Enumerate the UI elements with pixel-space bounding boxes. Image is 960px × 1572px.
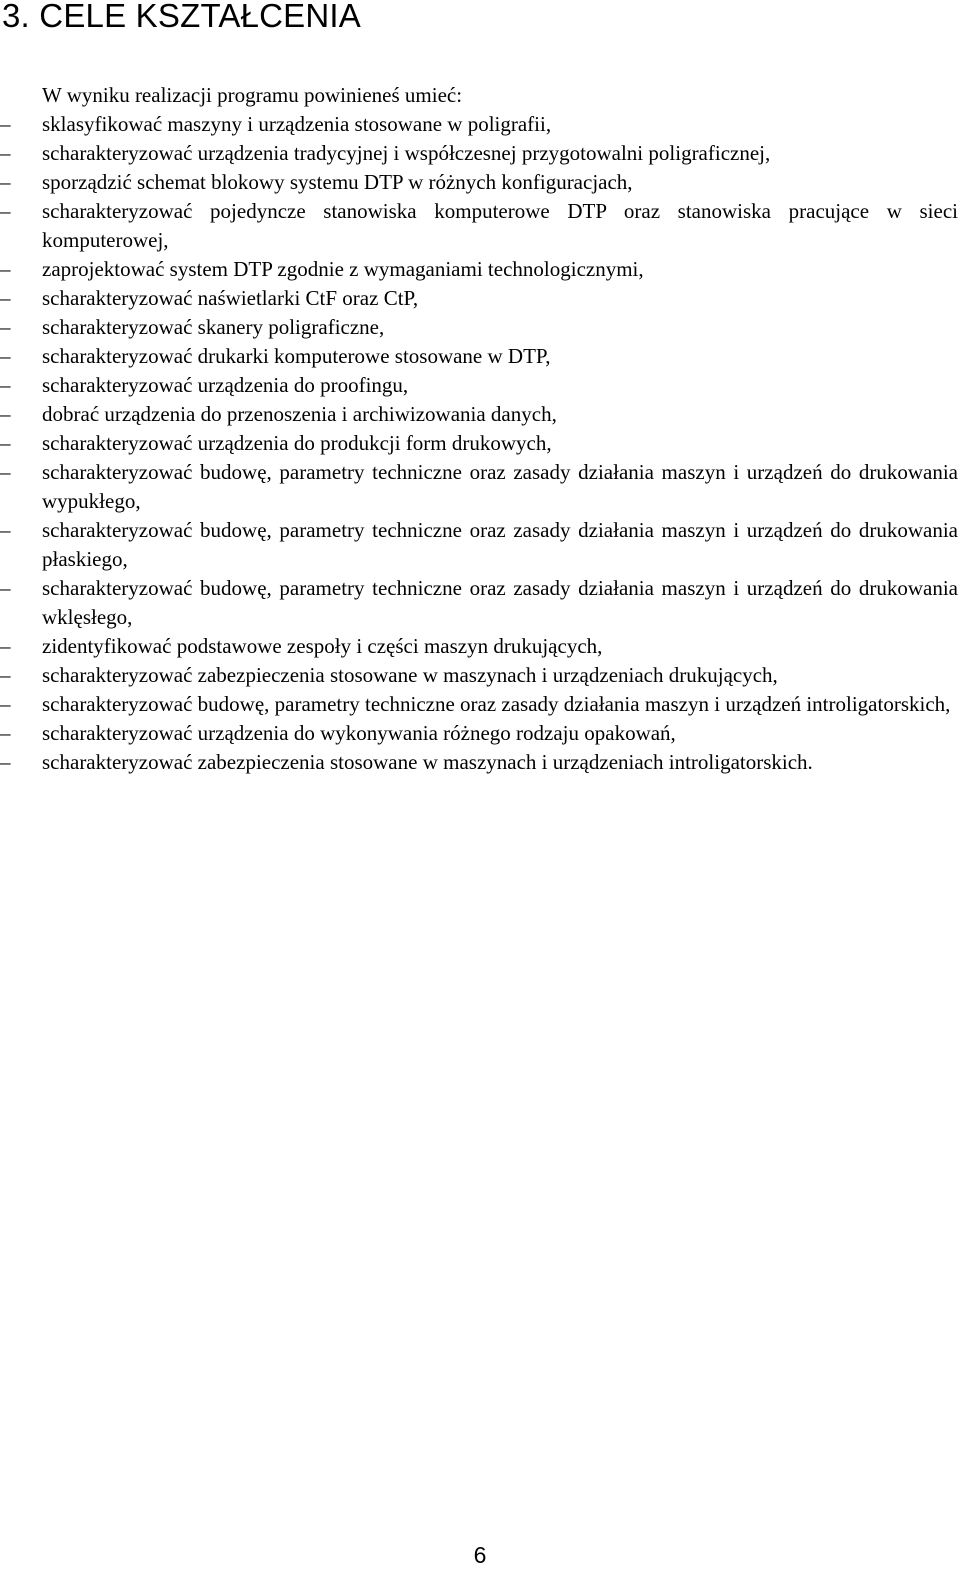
dash-bullet-icon: – <box>0 199 11 223</box>
list-item-text: zidentyfikować podstawowe zespoły i części maszyn drukujących, <box>42 634 603 658</box>
section-content <box>0 81 960 777</box>
list-item-text: zaprojektować system DTP zgodnie z wymaganiami technologicznymi, <box>42 257 644 281</box>
list-item-text: scharakteryzować urządzenia do proofingu, <box>42 373 409 397</box>
list-item-text: scharakteryzować urządzenia do produkcji form drukowych, <box>42 431 552 455</box>
list-item-text: dobrać urządzenia do przenoszenia i archiwizowania danych, <box>42 402 557 426</box>
list-item-text: scharakteryzować budowę, parametry techniczne oraz zasady działania maszyn i urządzeń do drukowania wypukłego, <box>42 460 958 513</box>
dash-bullet-icon: – <box>0 721 11 745</box>
dash-bullet-icon: – <box>0 112 11 136</box>
list-item <box>0 168 960 197</box>
list-item <box>0 313 960 342</box>
dash-bullet-icon: – <box>0 170 11 194</box>
list-item-text: sklasyfikować maszyny i urządzenia stosowane w poligrafii, <box>42 112 552 136</box>
list-item <box>0 400 960 429</box>
list-item <box>0 197 960 255</box>
objectives-list <box>0 110 960 777</box>
list-item-text: scharakteryzować budowę, parametry techniczne oraz zasady działania maszyn i urządzeń introligatorskich, <box>42 692 951 716</box>
list-item <box>0 429 960 458</box>
dash-bullet-icon: – <box>0 431 11 455</box>
list-item <box>0 110 960 139</box>
list-item-text: scharakteryzować skanery poligraficzne, <box>42 315 385 339</box>
list-item <box>0 458 960 516</box>
list-item <box>0 574 960 632</box>
dash-bullet-icon: – <box>0 257 11 281</box>
list-item <box>0 632 960 661</box>
list-item-text: scharakteryzować budowę, parametry techniczne oraz zasady działania maszyn i urządzeń do drukowania płaskiego, <box>42 518 958 571</box>
list-item-text: scharakteryzować urządzenia do wykonywania różnego rodzaju opakowań, <box>42 721 676 745</box>
dash-bullet-icon: – <box>0 750 11 774</box>
list-item-text: scharakteryzować zabezpieczenia stosowane w maszynach i urządzeniach introligatorskich. <box>42 750 813 774</box>
list-item <box>0 719 960 748</box>
list-item-text: scharakteryzować urządzenia tradycyjnej i współczesnej przygotowalni poligraficznej, <box>42 141 771 165</box>
list-item <box>0 661 960 690</box>
dash-bullet-icon: – <box>0 663 11 687</box>
dash-bullet-icon: – <box>0 141 11 165</box>
list-item-text: sporządzić schemat blokowy systemu DTP w różnych konfiguracjach, <box>42 170 633 194</box>
dash-bullet-icon: – <box>0 344 11 368</box>
list-item-text: scharakteryzować drukarki komputerowe stosowane w DTP, <box>42 344 551 368</box>
list-item-text: scharakteryzować zabezpieczenia stosowane w maszynach i urządzeniach drukujących, <box>42 663 778 687</box>
dash-bullet-icon: – <box>0 692 11 716</box>
list-item <box>0 690 960 719</box>
list-item-text: scharakteryzować naświetlarki CtF oraz CtP, <box>42 286 419 310</box>
dash-bullet-icon: – <box>0 402 11 426</box>
list-item <box>0 139 960 168</box>
list-item <box>0 748 960 777</box>
dash-bullet-icon: – <box>0 460 11 484</box>
section-heading: 3. CELE KSZTAŁCENIA <box>2 0 361 34</box>
list-item <box>0 342 960 371</box>
list-item <box>0 516 960 574</box>
intro-text: W wyniku realizacji programu powinieneś umieć: <box>42 83 463 107</box>
list-item <box>0 284 960 313</box>
dash-bullet-icon: – <box>0 373 11 397</box>
list-item-text: scharakteryzować budowę, parametry techniczne oraz zasady działania maszyn i urządzeń do drukowania wklęsłego, <box>42 576 958 629</box>
list-item-text: scharakteryzować pojedyncze stanowiska komputerowe DTP oraz stanowiska pracujące w sieci komputerowej, <box>42 199 958 252</box>
page-number: 6 <box>473 1542 487 1568</box>
dash-bullet-icon: – <box>0 634 11 658</box>
list-item <box>0 371 960 400</box>
dash-bullet-icon: – <box>0 576 11 600</box>
dash-bullet-icon: – <box>0 518 11 542</box>
list-item <box>0 255 960 284</box>
dash-bullet-icon: – <box>0 286 11 310</box>
dash-bullet-icon: – <box>0 315 11 339</box>
